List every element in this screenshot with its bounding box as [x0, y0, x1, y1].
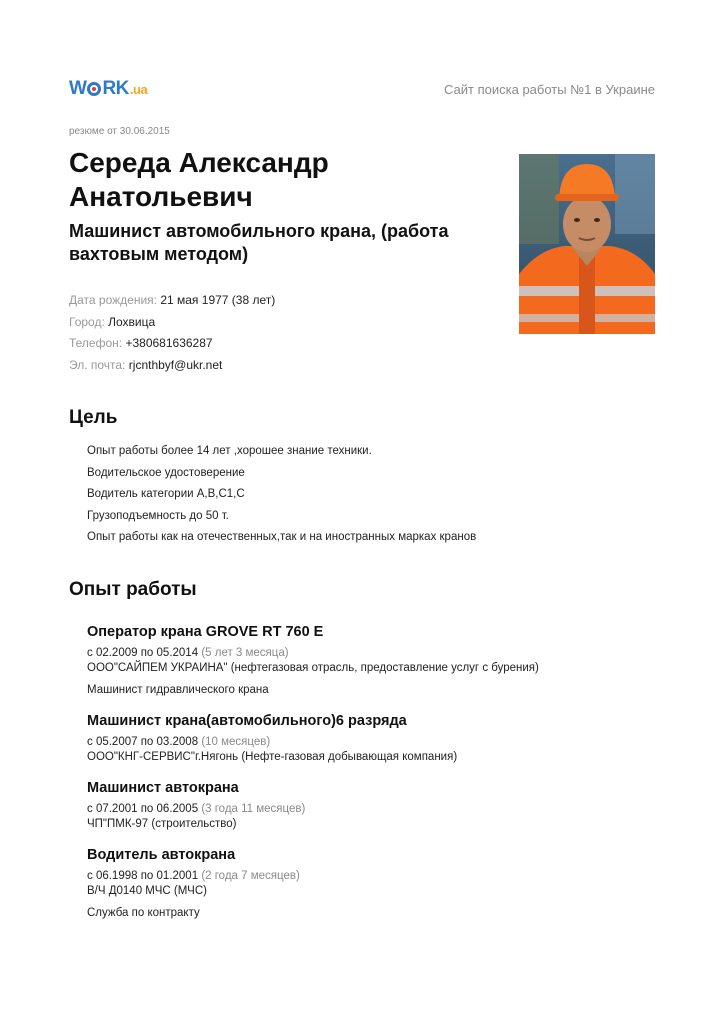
birth-value: 21 мая 1977 (38 лет) [160, 293, 276, 307]
job-entry [87, 711, 687, 765]
job-company: ЧП"ПМК-97 (строительство) [87, 818, 237, 830]
job-entry [87, 778, 687, 832]
candidate-photo [519, 154, 655, 334]
job-title: Оператор крана GROVE RT 760 E [87, 624, 324, 640]
job-duration: (2 года 7 месяцев) [201, 870, 300, 882]
job-period-line [87, 802, 687, 817]
job-period-line [87, 646, 687, 661]
job-company: В/Ч Д0140 МЧС (МЧС) [87, 885, 207, 897]
contact-row-phone [69, 335, 275, 357]
goal-heading: Цель [69, 407, 118, 428]
job-title: Машинист автокрана [87, 780, 239, 796]
site-tagline: Сайт поиска работы №1 в Украине [444, 82, 655, 97]
job-duration: (5 лет 3 месяца) [201, 647, 289, 659]
job-duration: (10 месяцев) [201, 736, 271, 748]
email-label: Эл. почта: [69, 357, 126, 372]
experience-heading: Опыт работы [69, 579, 197, 600]
birth-label: Дата рождения: [69, 293, 157, 307]
goal-line: Опыт работы как на отечественных,так и на иностранных марках кранов [87, 531, 477, 543]
job-company: ООО"КНГ-СЕРВИС"г.Нягонь (Нефте-газовая добывающая компания) [87, 751, 458, 763]
portrait-photo-icon [519, 154, 655, 334]
contact-row-email [69, 357, 275, 379]
job-period: с 05.2007 по 03.2008 [87, 736, 199, 748]
work-ua-logo[interactable] [69, 78, 147, 100]
logo-suffix: .ua [129, 82, 148, 97]
logo-target-icon [87, 82, 101, 96]
job-description: Машинист гидравлического крана [87, 684, 269, 696]
job-duration: (3 года 11 месяцев) [201, 803, 306, 815]
goal-section [87, 443, 476, 551]
job-entry [87, 845, 687, 921]
goal-line: Водитель категории А,В,С1,С [87, 488, 245, 500]
job-title: Водитель автокрана [87, 847, 236, 863]
contact-row-city [69, 314, 275, 336]
job-period: с 07.2001 по 06.2005 [87, 803, 199, 815]
city-value: Лохвица [108, 314, 156, 329]
logo-text-w: W [69, 78, 87, 99]
phone-label: Телефон: [69, 336, 123, 350]
city-label: Город: [69, 314, 105, 329]
desired-position: Машинист автомобильного крана, (работа вахтовым методом) [69, 221, 449, 264]
job-company: ООО"САЙПЕМ УКРАИНА" (нефтегазовая отрасль, предоставление услуг с бурения) [87, 662, 539, 674]
contact-row-birth [69, 292, 275, 314]
goal-line: Грузоподъемность до 50 т. [87, 509, 229, 522]
email-value[interactable]: rjcnthbyf@ukr.net [128, 357, 223, 372]
candidate-name: Середа Александр Анатольевич [69, 147, 329, 212]
experience-list [87, 622, 687, 934]
job-entry [87, 622, 687, 698]
job-period: с 06.1998 по 01.2001 [87, 870, 199, 882]
phone-value[interactable]: +380681636287 [125, 336, 213, 350]
job-period-line [87, 869, 687, 884]
job-title: Машинист крана(автомобильного)6 разряда [87, 713, 407, 729]
logo-text-rk: RK [102, 78, 129, 99]
contact-info [69, 292, 275, 378]
resume-date: резюме от 30.06.2015 [69, 126, 170, 137]
job-period-line [87, 735, 687, 750]
goal-line: Водительское удостоверение [87, 466, 245, 479]
goal-line: Опыт работы более 14 лет ,хорошее знание техники. [87, 445, 372, 457]
job-description: Служба по контракту [87, 907, 200, 919]
job-period: с 02.2009 по 05.2014 [87, 647, 199, 659]
